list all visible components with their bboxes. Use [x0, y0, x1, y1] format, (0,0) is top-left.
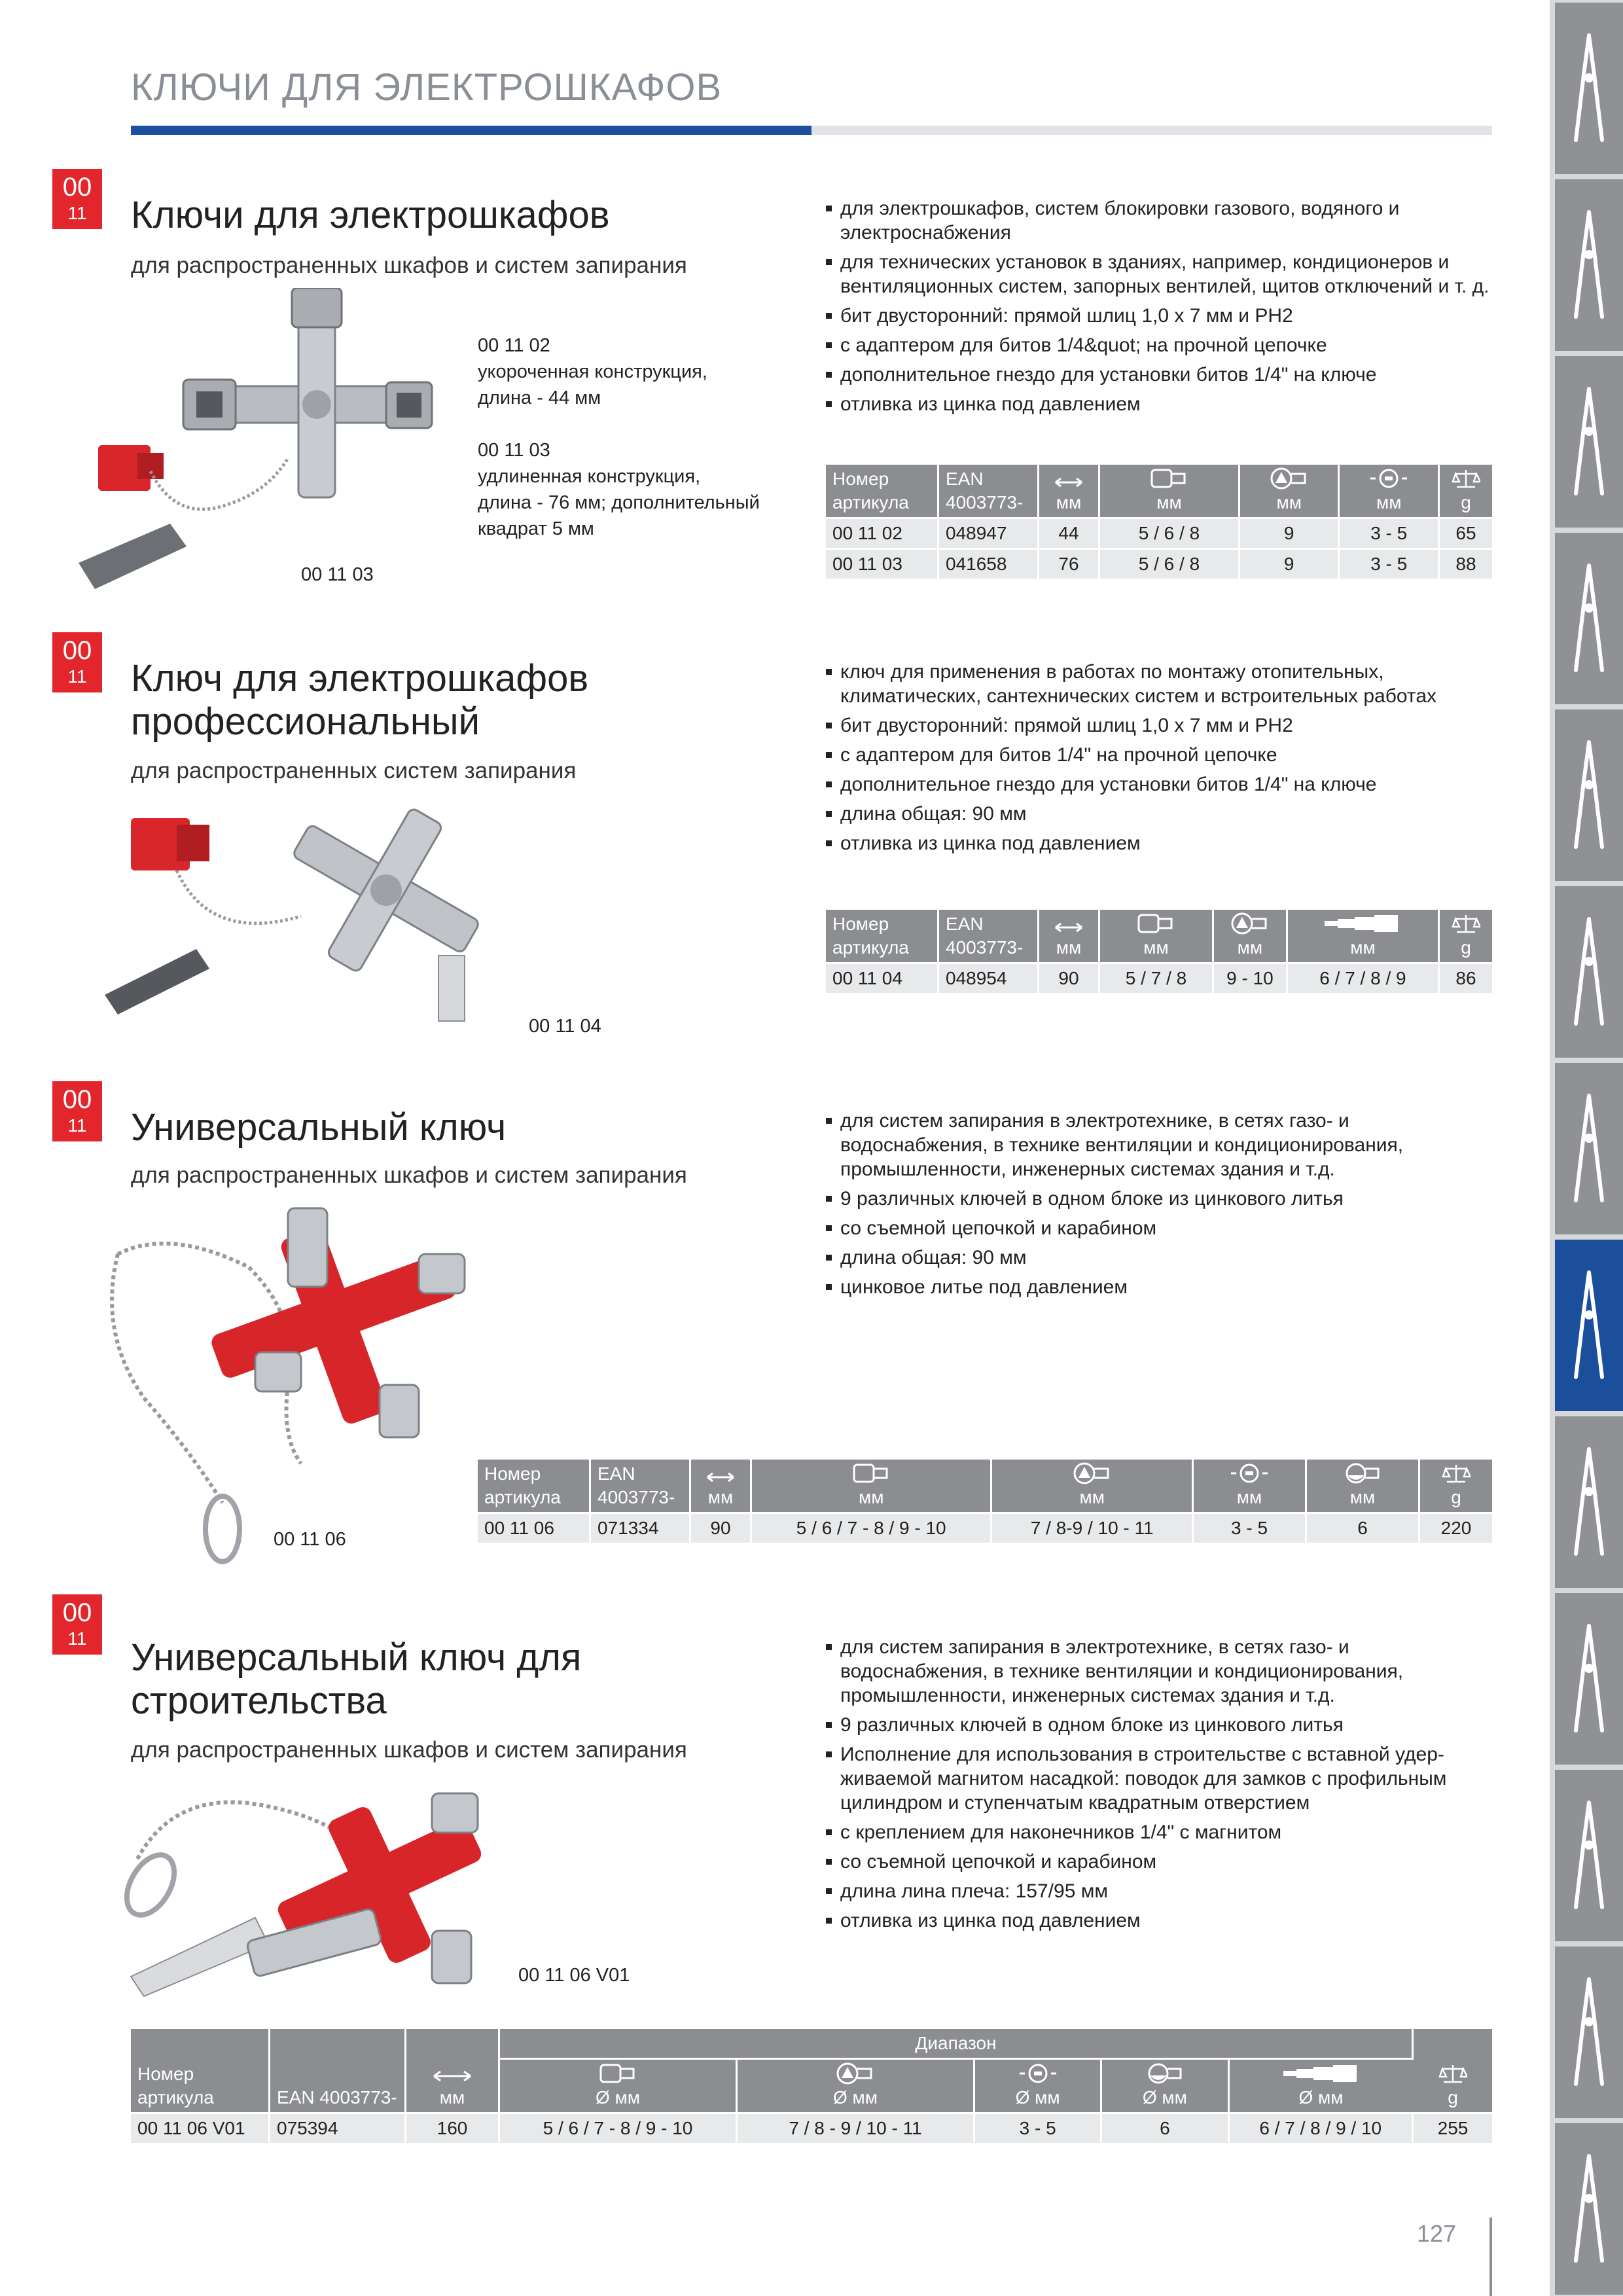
product-image-cabinet-key	[72, 288, 438, 602]
section-title: Универсальный ключ для строительства	[131, 1636, 582, 1722]
bent-nose-pliers-icon	[1569, 559, 1609, 677]
section-subtitle: для распространенных систем запирания	[131, 758, 577, 783]
col-weight: g	[1439, 465, 1493, 518]
length-arrows-icon	[433, 2068, 472, 2085]
sidebar-tab[interactable]	[1555, 1593, 1623, 1765]
sidebar-tab[interactable]	[1555, 356, 1623, 528]
section-subtitle: для распространенных шкафов и систем запирания	[131, 1737, 687, 1763]
page-number: 127	[1417, 2220, 1457, 2247]
spec-table	[826, 910, 1492, 993]
spec-table	[131, 2029, 1492, 2143]
section-title: Ключи для электрошкафов	[131, 194, 610, 236]
section-badge: 00 11	[52, 632, 102, 692]
feature-item: со съемной цепочкой и карабином	[826, 1850, 1493, 1874]
col-double-bit: мм	[1339, 465, 1439, 518]
section-badge: 00 11	[52, 169, 102, 229]
sidebar-tab[interactable]	[1555, 1946, 1623, 2118]
section-badge: 00 11	[52, 1594, 102, 1655]
feature-item: дополнительное гнездо для установки битов 1/4" на ключе	[826, 363, 1493, 387]
table-row: 00 11 06 071334 90 5 / 6 / 7 - 8 / 9 - 10 7 / 8-9 / 10 - 11 3 - 5 6 220	[478, 1513, 1492, 1543]
product-image-construction-key	[124, 1780, 530, 2009]
sidebar-tab[interactable]	[1555, 709, 1623, 881]
half-moon-icon	[1343, 1462, 1382, 1484]
feature-item: для систем запирания в электротехнике, в сетях газо- и водоснабжения, в технике вентиляции и кондиционирования, промышленности, инженерных системах здания и т.д.	[826, 1109, 1493, 1181]
tool-case-icon	[1569, 2149, 1609, 2267]
feature-item: для электрошкафов, систем блокировки газового, водяного и электроснабжения	[826, 196, 1493, 245]
image-caption: 00 11 03	[301, 564, 374, 585]
pipe-wrench-pliers-icon	[1569, 1089, 1609, 1207]
triangle-socket-icon	[1270, 467, 1309, 490]
col-square: мм	[1099, 465, 1240, 518]
table-header-row	[826, 465, 1492, 518]
square-socket-icon	[851, 1462, 891, 1484]
feature-item: отливка из цинка под давлением	[826, 1909, 1493, 1933]
page-number-divider	[1489, 2217, 1492, 2296]
feature-item: со съемной цепочкой и карабином	[826, 1216, 1493, 1240]
sidebar-tab[interactable]	[1555, 1240, 1623, 1411]
double-bit-shape	[79, 524, 187, 589]
image-caption: 00 11 04	[529, 1016, 601, 1037]
feature-list	[826, 196, 1493, 422]
sidebar-tab[interactable]	[1555, 179, 1623, 351]
feature-item: отливка из цинка под давлением	[826, 831, 1493, 855]
insulated-pliers-icon	[1569, 1796, 1609, 1914]
feature-item: отливка из цинка под давлением	[826, 392, 1493, 416]
table-row: 00 11 03 041658 76 5 / 6 / 8 9 3 - 5 88	[826, 549, 1492, 579]
length-arrows-icon	[1054, 920, 1083, 935]
bit-adapter-square	[137, 453, 164, 479]
square-socket-icon	[598, 2062, 637, 2085]
image-caption: 00 11 06 V01	[518, 1965, 630, 1986]
weight-scale-icon	[1452, 467, 1480, 490]
wire-stripper-icon	[1569, 206, 1609, 323]
col-article: Номер артикула	[826, 465, 938, 518]
section-title: Универсальный ключ	[131, 1106, 507, 1149]
crimping-pliers-icon	[1569, 1443, 1609, 1560]
sidebar-tab[interactable]	[1555, 886, 1623, 1058]
feature-item: для систем запирания в электротехнике, в сетях газо- и водоснабжения, в технике вентиляции и кондиционирования, промышленности, инженерных системах здания и т.д.	[826, 1635, 1493, 1708]
feature-item: 9 различных ключей в одном блоке из цинкового литья	[826, 1713, 1493, 1737]
image-caption: 00 11 06	[274, 1529, 346, 1550]
stepped-square-icon	[1323, 912, 1402, 935]
ball-chain	[151, 458, 288, 509]
range-group-header: Диапазон	[499, 2029, 1413, 2059]
section-title: Ключ для электрошкафов профессиональный	[131, 657, 589, 743]
col-length: мм	[1039, 465, 1099, 518]
double-bit-icon	[1230, 1462, 1269, 1484]
double-bit-icon	[1369, 467, 1408, 490]
feature-item: бит двусторонний: прямой шлиц 1,0 x 7 мм и PH2	[826, 713, 1493, 738]
table-header-row: Номер артикула EAN 4003773- мм мм мм мм g	[826, 910, 1492, 963]
side-cutter-icon	[1569, 912, 1609, 1030]
feature-list	[826, 1109, 1493, 1304]
triangle-socket-icon	[1073, 1462, 1112, 1484]
table-group-header-row: Номер артикула EAN 4003773- мм Диапазон g	[131, 2029, 1492, 2059]
feature-item: цинковое литье под давлением	[826, 1275, 1493, 1299]
table-header-row: Номер артикула EAN 4003773- мм мм мм мм мм g	[478, 1460, 1492, 1513]
variant-descriptions: 00 11 02 укороченная конструкция, длина - 44 мм 00 11 03 удлиненная конструкция, длина - 76 мм; дополнительный квадрат 5 мм	[478, 335, 760, 539]
feature-item: длина общая: 90 мм	[826, 1246, 1493, 1270]
section-subtitle: для распространенных шкафов и систем запирания	[131, 1162, 687, 1188]
section-badge: 00 11	[52, 1081, 102, 1141]
title-underline-accent	[131, 126, 812, 135]
table-row: 00 11 04 048954 90 5 / 7 / 8 9 - 10 6 / 7 / 8 / 9 86	[826, 963, 1492, 994]
feature-item: длина общая: 90 мм	[826, 802, 1493, 826]
half-moon-icon	[1145, 2062, 1185, 2085]
feature-item: с адаптером для битов 1/4" на прочной цепочке	[826, 743, 1493, 767]
product-image-universal-key	[92, 1202, 484, 1568]
sidebar-tab[interactable]	[1555, 3, 1623, 174]
spec-table	[478, 1460, 1492, 1543]
pliers-icon	[1569, 29, 1609, 147]
col-triangle: мм	[1239, 465, 1339, 518]
feature-list	[826, 1635, 1493, 1938]
weight-scale-icon	[1452, 912, 1480, 935]
sidebar-tab[interactable]	[1555, 2123, 1623, 2295]
double-bit-icon	[1018, 2062, 1058, 2085]
sidebar-tab[interactable]	[1555, 1770, 1623, 1941]
triangle-socket-icon	[836, 2062, 875, 2085]
table-row: 00 11 06 V01 075394 160 5 / 6 / 7 - 8 / 9 - 10 7 / 8 - 9 / 10 - 11 3 - 5 6 6 / 7 / 8 / 9 / 10 255	[131, 2113, 1492, 2144]
feature-item: 9 различных ключей в одном блоке из цинкового литья	[826, 1187, 1493, 1211]
length-arrows-icon	[706, 1470, 735, 1484]
sidebar-tab[interactable]	[1555, 533, 1623, 704]
feature-item: для технических установок в зданиях, например, кондиционеров и вентиляционных систем, запорных вентилей, щитов отключений и т. д.	[826, 250, 1493, 298]
table-row: 00 11 02 048947 44 5 / 6 / 8 9 3 - 5 65	[826, 518, 1492, 549]
weight-scale-icon	[1442, 1462, 1471, 1484]
spec-table	[826, 465, 1492, 579]
feature-item: Исполнение для использования в строительстве с вставной удер-живаемой магнитом насадкой: поводок для замков с профильным цилиндром и ступенчатым квадратным отверстием	[826, 1742, 1493, 1815]
feature-item: дополнительное гнездо для установки битов 1/4" на ключе	[826, 772, 1493, 797]
title-underline	[131, 126, 1492, 135]
product-image-professional-key	[98, 805, 504, 1028]
sidebar-tab[interactable]	[1555, 1063, 1623, 1234]
circlip-pliers-icon	[1569, 1973, 1609, 2090]
feature-item: длина лина плеча: 157/95 мм	[826, 1879, 1493, 1903]
feature-item: с адаптером для битов 1/4&quot; на прочной цепочке	[826, 333, 1493, 357]
cable-cutter-icon	[1569, 1619, 1609, 1737]
table-header-row: Ø мм Ø мм Ø мм Ø мм Ø мм	[131, 2059, 1492, 2113]
feature-item: бит двусторонний: прямой шлиц 1,0 x 7 мм и PH2	[826, 304, 1493, 328]
feature-item: ключ для применения в работах по монтажу отопительных, климатических, сантехнических систем и встроительных работах	[826, 660, 1493, 708]
length-arrows-icon	[1054, 475, 1083, 490]
page-title: КЛЮЧИ ДЛЯ ЭЛЕКТРОШКАФОВ	[131, 66, 722, 109]
triangle-socket-icon	[1230, 912, 1270, 935]
feature-list	[826, 660, 1493, 861]
sidebar-tab[interactable]	[1555, 1416, 1623, 1588]
special-pliers-icon	[1569, 1266, 1609, 1384]
section-subtitle: для распространенных шкафов и систем запирания	[131, 253, 687, 278]
feature-item: с креплением для наконечников 1/4" с магнитом	[826, 1820, 1493, 1844]
end-cutter-icon	[1569, 736, 1609, 853]
stepped-square-icon	[1282, 2062, 1361, 2085]
long-nose-pliers-icon	[1569, 382, 1609, 500]
square-socket-icon	[1149, 467, 1188, 490]
square-socket-icon	[1136, 912, 1175, 935]
col-ean: EAN 4003773-	[938, 465, 1039, 518]
weight-scale-icon	[1438, 2062, 1467, 2085]
